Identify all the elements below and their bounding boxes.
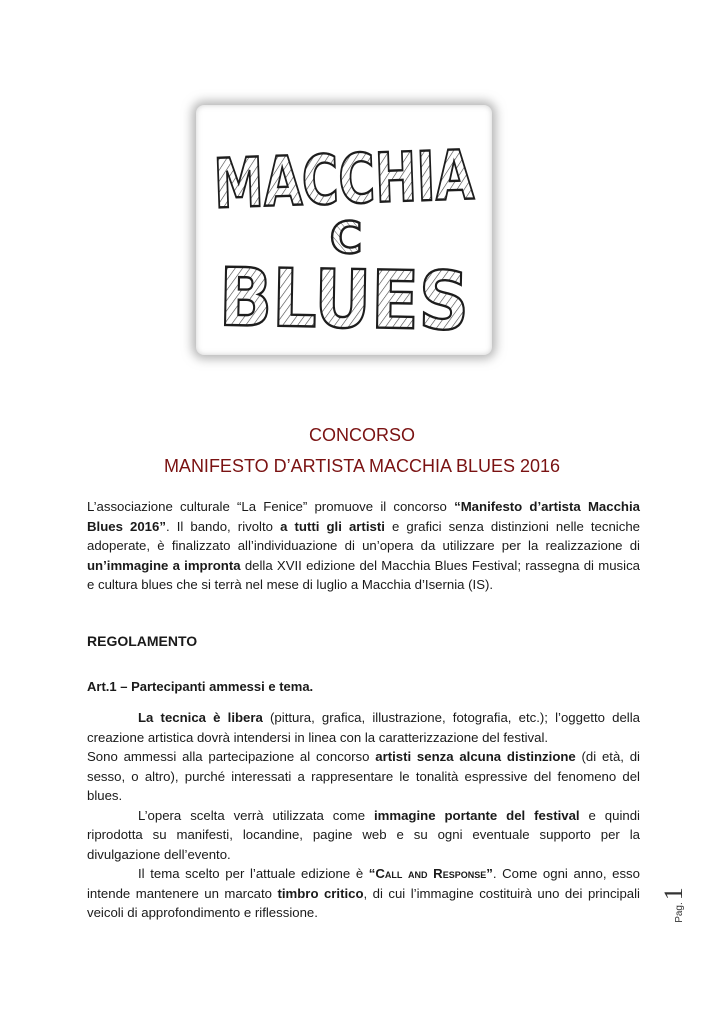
article-heading: Art.1 – Partecipanti ammessi e tema. <box>87 679 314 694</box>
article-body <box>87 708 640 923</box>
logo-word-macchia: MACCHIA <box>212 133 571 225</box>
article-paragraph: La tecnica è libera (pittura, grafica, illustrazione, fotografia, etc.); l’oggetto della creazione artistica dovrà intendersi in linea con la caratterizzazione del festival. <box>87 710 640 745</box>
article-paragraph: Il tema scelto per l’attuale edizione è “Call and Response”. Come ogni anno, esso intende mantenere un marcato timbro critico, di cui l’immagine costituirà uno dei principali veicoli di approfondimento e riflessione. <box>87 866 640 920</box>
article-paragraph: L’opera scelta verrà utilizzata come immagine portante del festival e quindi riprodotta su manifesti, locandine, pagine web e su ogni eventuale supporto per la divulgazione dell’evento. <box>87 807 640 862</box>
page-title: CONCORSO <box>308 425 415 445</box>
article-paragraph: Sono ammessi alla partecipazione al concorso artisti senza alcuna distinzione (di età, di sesso, o altro), purché interessati a rappresentare le tonalità espressive del fenomeno del blues. <box>87 749 640 803</box>
logo-word-blues: BLUES <box>218 250 507 349</box>
section-heading-regolamento: REGOLAMENTO <box>87 633 198 649</box>
intro-paragraph: L’associazione culturale “La Fenice” promuove il concorso “Manifesto d’artista Macchia Blues 2016”. Il bando, rivolto a tutti gli artisti e grafici senza distinzioni nelle tecniche adoperate, è finalizzato all’individuazione di un’opera da utilizzare per la realizzazione di un’immagine a impronta della XVII edizione del Macchia Blues Festival; rassegna di musica e cultura blues che si terrà nel mese di luglio a Macchia d’Isernia (IS). <box>87 499 641 592</box>
logo-letter-c: C <box>329 213 363 264</box>
page-number <box>659 885 709 925</box>
sketch-logo-drawing <box>196 105 571 355</box>
page-label: Pag. <box>674 902 685 923</box>
macchia-blues-logo <box>196 105 571 355</box>
page-subtitle: MANIFESTO D’ARTISTA MACCHIA BLUES 2016 <box>163 456 561 476</box>
page-number-value: 1 <box>659 887 688 901</box>
